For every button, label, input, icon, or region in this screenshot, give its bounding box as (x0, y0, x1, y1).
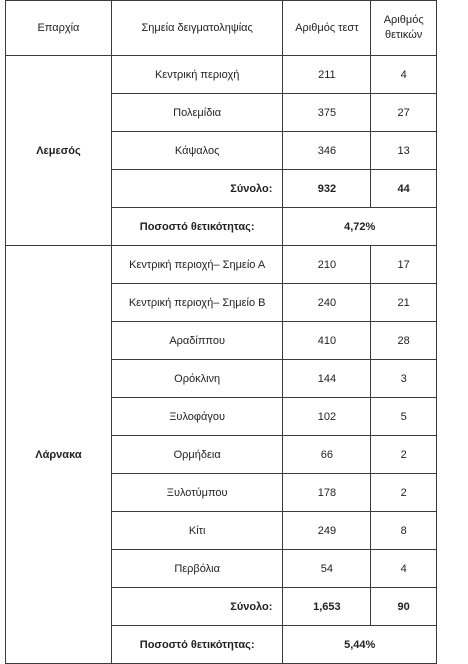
header-row (6, 1, 437, 56)
total-positives: 44 (371, 170, 437, 208)
total-tests: 1,653 (283, 588, 371, 626)
test-results-table (5, 0, 437, 664)
test-count: 178 (283, 474, 371, 512)
header-sampling-points: Σημεία δειγματοληψίας (111, 1, 283, 56)
test-count: 102 (283, 398, 371, 436)
positive-count: 28 (371, 322, 437, 360)
positive-count: 13 (371, 132, 437, 170)
sampling-point: Πολεμίδια (111, 94, 283, 132)
test-count: 54 (283, 550, 371, 588)
sampling-point: Αραδίππου (111, 322, 283, 360)
sampling-point: Κίτι (111, 512, 283, 550)
test-count: 66 (283, 436, 371, 474)
header-positive-count: Αριθμός θετικών (371, 1, 437, 56)
total-tests: 932 (283, 170, 371, 208)
sampling-point: Κάψαλος (111, 132, 283, 170)
positive-count: 17 (371, 246, 437, 284)
header-test-count: Αριθμός τεστ (283, 1, 371, 56)
positivity-value: 4,72% (283, 208, 437, 246)
positive-count: 3 (371, 360, 437, 398)
total-label: Σύνολο: (111, 170, 283, 208)
total-positives: 90 (371, 588, 437, 626)
positive-count: 2 (371, 474, 437, 512)
positivity-value: 5,44% (283, 626, 437, 664)
positivity-label: Ποσοστό θετικότητας: (111, 208, 283, 246)
header-region: Επαρχία (6, 1, 112, 56)
positive-count: 21 (371, 284, 437, 322)
sampling-point: Περβόλια (111, 550, 283, 588)
total-label: Σύνολο: (111, 588, 283, 626)
sampling-point: Ξυλοτύμπου (111, 474, 283, 512)
test-count: 249 (283, 512, 371, 550)
test-count: 240 (283, 284, 371, 322)
test-count: 210 (283, 246, 371, 284)
test-count: 375 (283, 94, 371, 132)
table-row (6, 56, 437, 94)
test-count: 346 (283, 132, 371, 170)
sampling-point: Ορμήδεια (111, 436, 283, 474)
region-name: Λάρνακα (6, 246, 112, 664)
test-count: 144 (283, 360, 371, 398)
test-count: 410 (283, 322, 371, 360)
sampling-point: Κεντρική περιοχή– Σημείο Α (111, 246, 283, 284)
region-name: Λεμεσός (6, 56, 112, 246)
positivity-label: Ποσοστό θετικότητας: (111, 626, 283, 664)
test-count: 211 (283, 56, 371, 94)
positive-count: 2 (371, 436, 437, 474)
positive-count: 8 (371, 512, 437, 550)
positive-count: 27 (371, 94, 437, 132)
sampling-point: Ορόκλινη (111, 360, 283, 398)
positive-count: 4 (371, 550, 437, 588)
sampling-point: Κεντρική περιοχή– Σημείο Β (111, 284, 283, 322)
sampling-point: Κεντρική περιοχή (111, 56, 283, 94)
positive-count: 4 (371, 56, 437, 94)
sampling-point: Ξυλοφάγου (111, 398, 283, 436)
table-row (6, 246, 437, 284)
positive-count: 5 (371, 398, 437, 436)
